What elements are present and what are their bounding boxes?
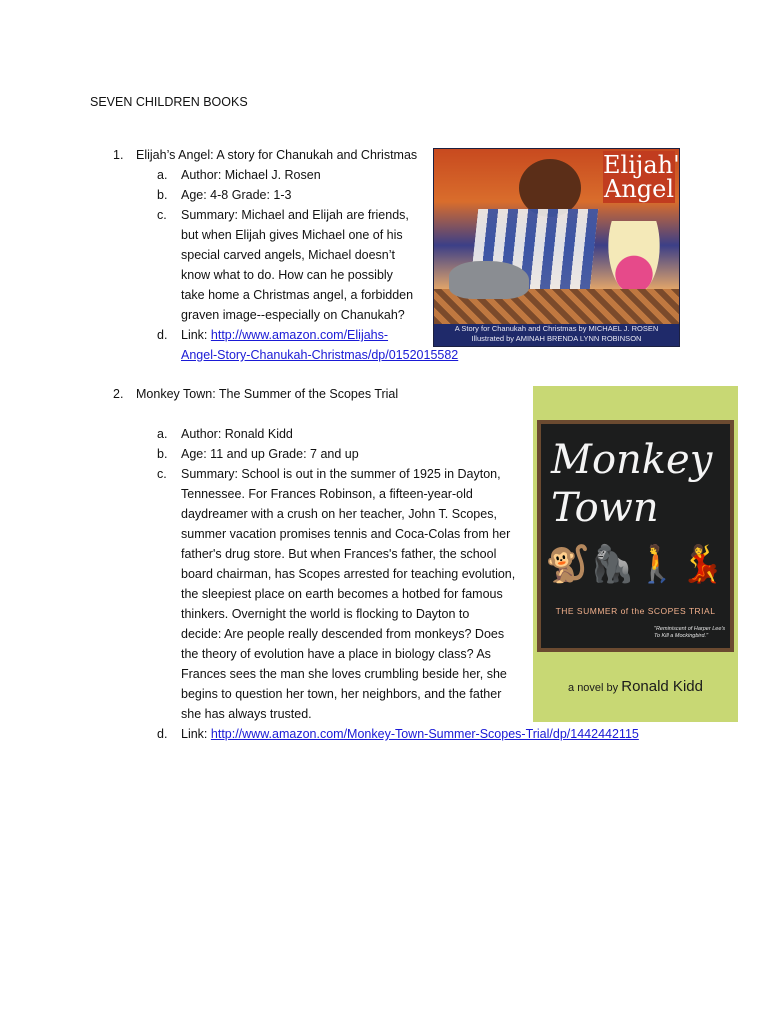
book2-link-label: Link: [181, 727, 211, 741]
book1-summary-line: but when Elijah gives Michael one of his [181, 228, 403, 242]
book1-title: Elijah’s Angel: A story for Chanukah and Christmas [136, 148, 418, 162]
book2-summary-line: thinkers. Overnight the world is flocking to Dayton to [181, 607, 470, 621]
book2-summary-line: decide: Are people really descended from monkeys? Does [181, 627, 505, 641]
cover2-subtitle: THE SUMMER of the SCOPES TRIAL [555, 606, 716, 616]
monkey-figure-icon: 🐒 [545, 543, 590, 584]
book2-summary-line: the theory of evolution have a place in biology class? As [181, 647, 491, 661]
cover2-byline [533, 678, 738, 695]
cover-elephant [449, 261, 529, 299]
book1-age: Age: 4-8 Grade: 1-3 [181, 188, 292, 202]
book1-summary-line: Summary: Michael and Elijah are friends, [181, 208, 409, 222]
book1-summary-line: special carved angels, Michael doesn’t [181, 248, 396, 262]
book2-summary-line: Frances sees the man she loves crumbling beside her, she [181, 667, 507, 681]
book2-summary-line: summer vacation promises tennis and Coca-Colas from her [181, 527, 511, 541]
person-figure-icon: 🚶 [634, 543, 680, 584]
book2-summary-line: Summary: School is out in the summer of 1925 in Dayton, [181, 467, 501, 481]
book2-age-marker: b. [157, 447, 168, 461]
book2-number: 2. [113, 387, 124, 401]
book1-author-marker: a. [157, 168, 168, 182]
book1-author: Author: Michael J. Rosen [181, 168, 321, 182]
book2-author: Author: Ronald Kidd [181, 427, 293, 441]
cover1-title-line1: Elijah's [603, 151, 692, 179]
book1-summary-line: know what to do. How can he possibly [181, 268, 393, 282]
book1-link-row-2 [181, 345, 458, 365]
book1-summary-line: take home a Christmas angel, a forbidden [181, 288, 414, 302]
book2-summary-line: father's drug store. But when Frances's father, the school [181, 547, 497, 561]
cover2-byline-prefix: a novel by [568, 682, 619, 694]
book2-summary-line: Tennessee. For Frances Robinson, a fifteen-year-old [181, 487, 473, 501]
elijahs-angel-cover-image [433, 148, 692, 347]
book1-link-label: Link: [181, 328, 211, 342]
cover1-credits-band [434, 324, 679, 346]
book2-title: Monkey Town: The Summer of the Scopes Trial [136, 387, 399, 401]
book1-summary-line: graven image--especially on Chanukah? [181, 308, 405, 322]
book2-summary-line: daydreamer with a crush on her teacher, John T. Scopes, [181, 507, 497, 521]
cover2-blurb: "Reminiscent of Harper Lee's To Kill a Mockingbird." [654, 626, 726, 639]
cover2-title-line2: Town [551, 485, 659, 531]
cover2-title-line1: Monkey [551, 437, 713, 483]
book2-summary-line: the sleepiest place on earth becomes a hotbed for famous [181, 587, 503, 601]
book1-number: 1. [113, 148, 124, 162]
book2-summary-line: she has always trusted. [181, 707, 312, 721]
book2-summary-line: board chairman, has Scopes arrested for teaching evolution, [181, 567, 516, 581]
book2-link-marker: d. [157, 727, 168, 741]
cover2-evolution-figures [545, 534, 725, 594]
book2-link-row [181, 724, 639, 744]
monkey-town-cover-image [533, 386, 738, 722]
book1-amazon-link[interactable]: http://www.amazon.com/Elijahs- [210, 328, 389, 342]
cover2-title [551, 436, 721, 532]
page-heading: SEVEN CHILDREN BOOKS [90, 95, 248, 109]
book1-link-row [181, 325, 388, 345]
cover1-credit-line2: Illustrated by AMINAH BRENDA LYNN ROBINSON [471, 334, 642, 343]
woman-figure-icon: 💃 [679, 543, 725, 584]
book2-amazon-link[interactable]: http://www.amazon.com/Monkey-Town-Summer-Scopes-Trial/dp/1442442115 [210, 727, 639, 741]
cover1-title [603, 151, 692, 203]
book1-age-marker: b. [157, 188, 168, 202]
book2-summary-marker: c. [157, 467, 167, 481]
book2-summary-line: begins to question her town, her neighbors, and the father [181, 687, 502, 701]
ape-figure-icon: 🦍 [589, 543, 635, 584]
book2-author-marker: a. [157, 427, 168, 441]
cover1-credit-line1: A Story for Chanukah and Christmas by MICHAEL J. ROSEN [454, 324, 659, 333]
cover1-title-line2: Angel [603, 175, 675, 203]
cover2-byline-author: Ronald Kidd [621, 678, 703, 695]
book1-summary-marker: c. [157, 208, 167, 222]
book2-age: Age: 11 and up Grade: 7 and up [181, 447, 359, 461]
book1-link-marker: d. [157, 328, 168, 342]
book1-amazon-link-continued[interactable]: Angel-Story-Chanukah-Christmas/dp/0152015582 [181, 348, 459, 362]
